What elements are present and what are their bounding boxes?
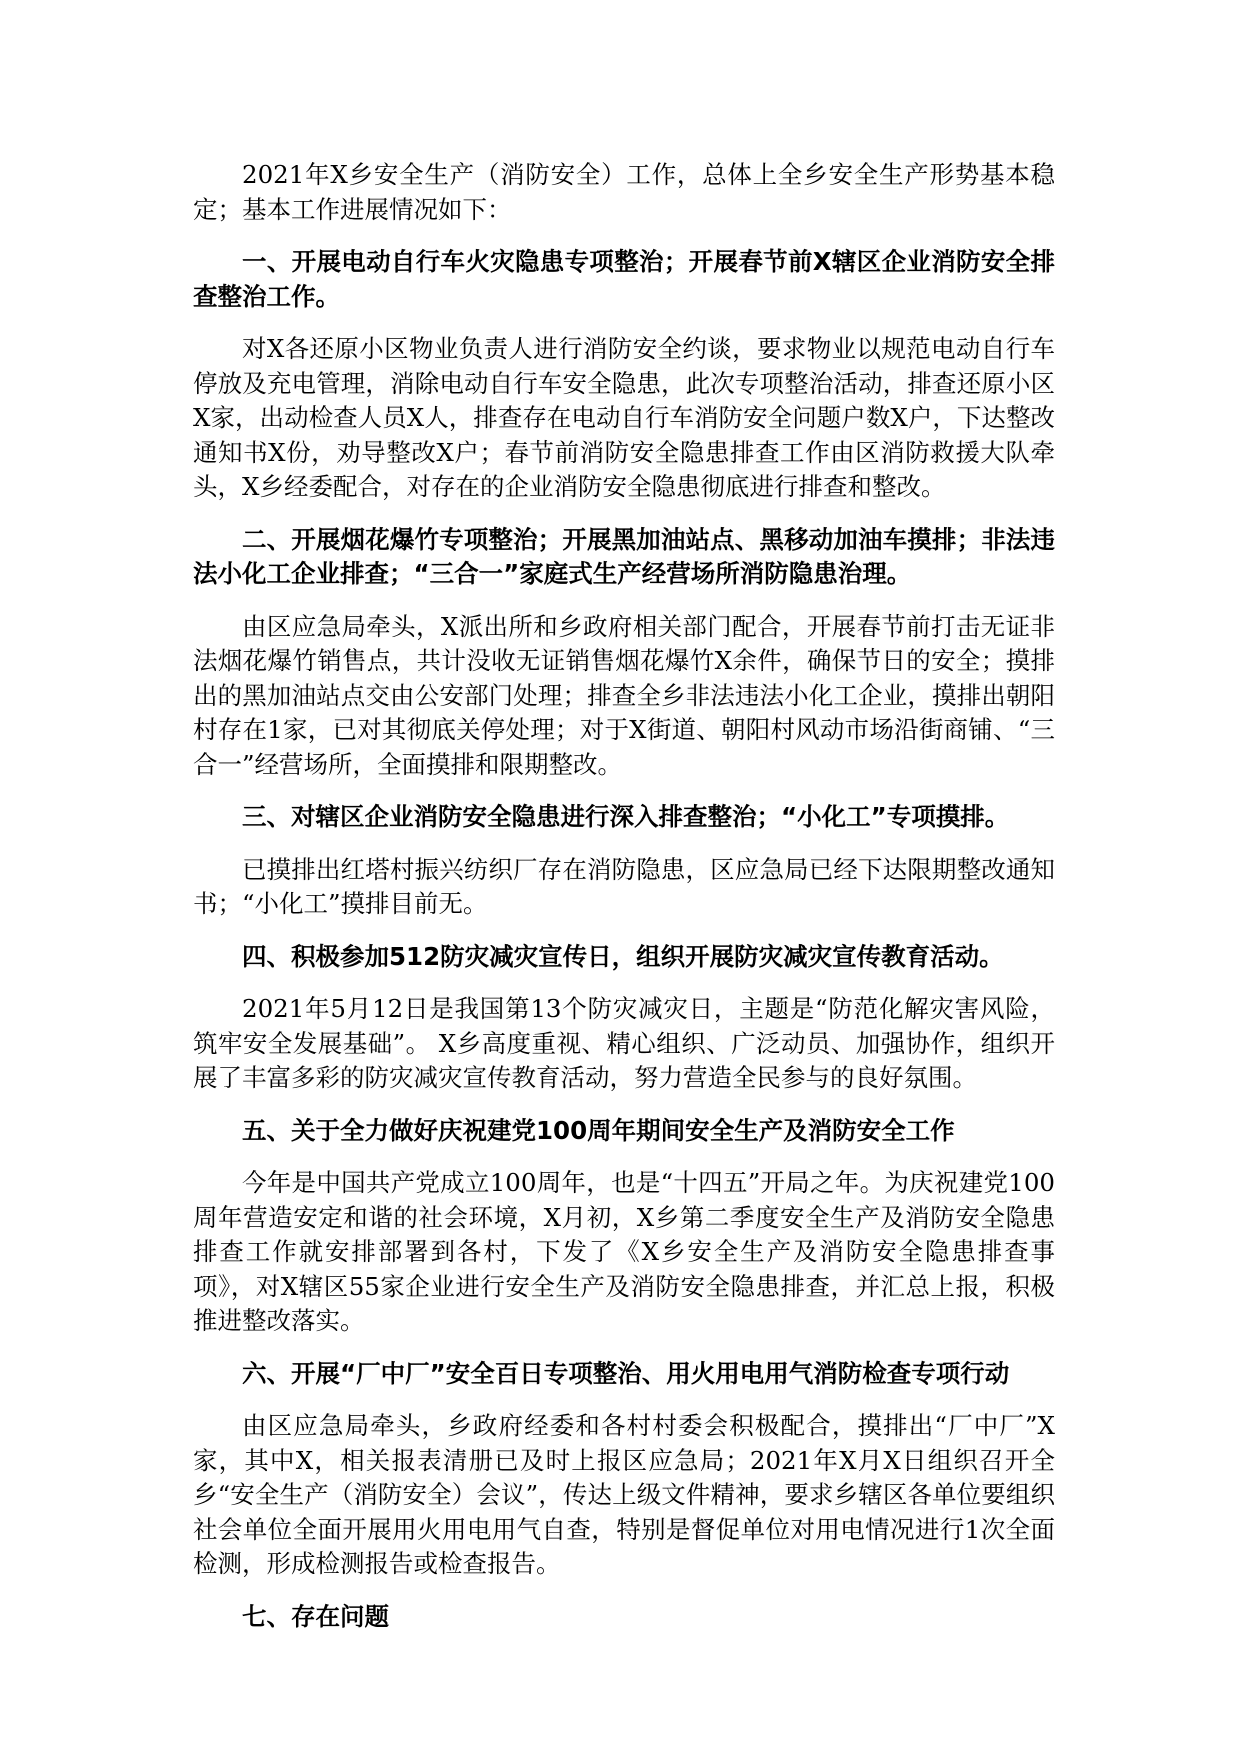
section-1-body: 对X各还原小区物业负责人进行消防安全约谈，要求物业以规范电动自行车停放及充电管理，消除电动自行车安全隐患，此次专项整治活动，排查还原小区X家，出动检查人员X人，排查存在电动自行车消防安全问题户数X户，下达整改通知书X份，劝导整改X户；春节前消防安全隐患排查工作由区消防救援大队牵头，X乡经委配合，对存在的企业消防安全隐患彻底进行排查和整改。 [193,334,1055,501]
section-2-body: 由区应急局牵头，X派出所和乡政府相关部门配合，开展春节前打击无证非法烟花爆竹销售点，共计没收无证销售烟花爆竹X余件，确保节日的安全；摸排出的黑加油站点交由公安部门处理；排查全乡非法违法小化工企业，摸排出朝阳村存在1家，已对其彻底关停处理；对于X街道、朝阳村风动市场沿街商铺、“三合一”经营场所，全面摸排和限期整改。 [193,611,1055,779]
section-5-body: 今年是中国共产党成立100周年，也是“十四五”开局之年。为庆祝建党100周年营造安定和谐的社会环境，X月初，X乡第二季度安全生产及消防安全隐患排查工作就安排部署到各村，下发了《X乡安全生产及消防安全隐患排查事项》，对X辖区55家企业进行安全生产及消防安全隐患排查，并汇总上报，积极推进整改落实。 [193,1168,1055,1335]
section-6-heading: 六、开展“厂中厂”安全百日专项整治、用火用电用气消防检查专项行动 [242,1358,1010,1388]
section-5-heading: 五、关于全力做好庆祝建党100周年期间安全生产及消防安全工作 [242,1115,955,1145]
section-3-body: 已摸排出红塔村振兴纺织厂存在消防隐患，区应急局已经下达限期整改通知书；“小化工”摸排目前无。 [193,854,1055,918]
section-1-heading: 一、开展电动自行车火灾隐患专项整治；开展春节前X辖区企业消防安全排查整治工作。 [193,247,1055,311]
intro-paragraph: 2021年X乡安全生产（消防安全）工作，总体上全乡安全生产形势基本稳定；基本工作进展情况如下： [193,160,1055,224]
section-7-heading: 七、存在问题 [242,1601,389,1631]
document-body [193,158,1055,1634]
section-4-heading: 四、积极参加512防灾减灾宣传日，组织开展防灾减灾宣传教育活动。 [242,941,1004,971]
section-6-body: 由区应急局牵头，乡政府经委和各村村委会积极配合，摸排出“厂中厂”X家，其中X，相关报表清册已及时上报区应急局；2021年X月X日组织召开全乡“安全生产（消防安全）会议”，传达上级文件精神，要求乡辖区各单位要组织社会单位全面开展用火用电用气自查，特别是督促单位对用电情况进行1次全面检测，形成检测报告或检查报告。 [193,1411,1055,1578]
section-2-heading: 二、开展烟花爆竹专项整治；开展黑加油站点、黑移动加油车摸排；非法违法小化工企业排查；“三合一”家庭式生产经营场所消防隐患治理。 [193,524,1055,588]
section-4-body: 2021年5月12日是我国第13个防灾减灾日，主题是“防范化解灾害风险，筑牢安全发展基础”。 X乡高度重视、精心组织、广泛动员、加强协作，组织开展了丰富多彩的防灾减灾宣传教育活动，努力营造全民参与的良好氛围。 [193,994,1055,1092]
section-3-heading: 三、对辖区企业消防安全隐患进行深入排查整治；“小化工”专项摸排。 [242,802,1010,831]
